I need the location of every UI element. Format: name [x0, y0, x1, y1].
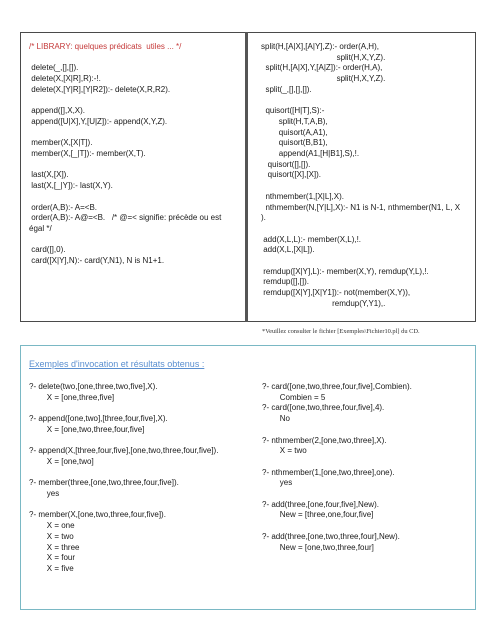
code-line: [29, 192, 221, 203]
example-line: ?- member(X,[one,two,three,four,five]).: [29, 510, 166, 520]
example-line: New = [one,two,three,four]: [262, 542, 374, 552]
code-line: quisort([H|T],S):-: [261, 106, 325, 116]
code-line: append([U|X],Y,[U|Z]):- append(X,Y,Z).: [29, 116, 168, 126]
code-line: order(A,B):- A@=<B. /* @=< signifie: précède ou est: [29, 213, 222, 223]
example-line: [262, 457, 412, 468]
example-line: No: [262, 414, 291, 424]
code-line: card([X|Y],N):- card(Y,N1), N is N1+1.: [29, 256, 165, 266]
example-line: ?- member(three,[one,two,three,four,five]).: [29, 478, 179, 488]
code-line: [29, 96, 221, 107]
code-line: split(H,[A|X],Y,[A|Z]):- order(H,A),: [261, 63, 383, 73]
example-line: [29, 436, 218, 447]
code-line: quisort([X],[X]).: [261, 170, 322, 180]
examples-right-code: [262, 382, 412, 553]
library-title: /* LIBRARY: quelques prédicats utiles ... */: [29, 42, 182, 51]
code-line: [261, 96, 460, 107]
code-line: [29, 235, 221, 246]
code-line: split(_,[],[],[]).: [261, 84, 312, 94]
example-line: [29, 500, 218, 511]
code-line: member(X,[X|T]).: [29, 138, 93, 148]
example-line: [29, 403, 218, 414]
example-line: ?- add(three,[one,two,three,four],New).: [262, 531, 400, 541]
code-line: add(X,L,[X|L]).: [261, 245, 315, 255]
code-line: nthmember(N,[Y|L],X):- N1 is N-1, nthmember(N1, L, X: [261, 202, 461, 212]
example-line: Combien = 5: [262, 392, 326, 402]
example-line: [262, 489, 412, 500]
code-line: delete(X,[X|R],R):-!.: [29, 74, 101, 84]
code-line: append([],X,X).: [29, 106, 86, 116]
code-line: last(X,[X]).: [29, 170, 69, 180]
code-line: last(X,[_|Y]):- last(X,Y).: [29, 181, 113, 191]
code-line: quisort([],[]).: [261, 159, 311, 169]
code-line: order(A,B):- A=<B.: [29, 202, 98, 212]
code-line: quisort(A,A1),: [261, 127, 328, 137]
example-line: ?- card([one,two,three,four,five],Combien).: [262, 382, 412, 391]
code-line: nthmember(1,[X|L],X).: [261, 191, 344, 201]
examples-title: Exemples d'invocation et résultats obtenus :: [29, 359, 205, 369]
code-line: égal */: [29, 223, 52, 233]
code-line: delete(X,[Y|R],[Y|R2]):- delete(X,R,R2).: [29, 84, 171, 94]
panel-divider: [245, 32, 248, 322]
code-line: member(X,[_|T]):- member(X,T).: [29, 149, 146, 159]
library-right-code: [261, 42, 460, 310]
code-line: split(H,T,A,B),: [261, 116, 328, 126]
example-line: ?- append([one,two],[three,four,five],X).: [29, 414, 168, 424]
code-line: remdup([],[]).: [261, 277, 310, 287]
example-line: X = [one,three,five]: [29, 392, 115, 402]
code-line: remdup([X|Y],L):- member(X,Y), remdup(Y,L),!.: [261, 266, 429, 276]
example-line: yes: [262, 478, 293, 488]
example-line: X = four: [29, 553, 76, 563]
example-line: X = two: [29, 531, 74, 541]
example-line: [29, 468, 218, 479]
example-line: New = [three,one,four,five]: [262, 510, 374, 520]
code-line: delete(_,[],[]).: [29, 63, 79, 73]
library-left-code: [29, 42, 221, 267]
example-line: ?- card([one,two,three,four,five],4).: [262, 403, 385, 413]
code-line: add(X,L,L):- member(X,L),!.: [261, 234, 362, 244]
example-line: X = [one,two]: [29, 456, 94, 466]
code-line: ).: [261, 213, 266, 223]
footnote: *Veuillez consulter le fichier [Exemples\Fichier10.pl] du CD.: [262, 328, 420, 335]
code-line: split(H,X,Y,Z).: [261, 52, 386, 62]
example-line: ?- nthmember(1,[one,two,three],one).: [262, 467, 395, 477]
code-line: [261, 256, 460, 267]
example-line: X = five: [29, 563, 74, 573]
example-line: X = one: [29, 521, 75, 531]
example-line: ?- append(X,[three,four,five],[one,two,three,four,five]).: [29, 446, 219, 456]
example-line: ?- nthmember(2,[one,two,three],X).: [262, 435, 387, 445]
example-line: X = three: [29, 542, 80, 552]
example-line: ?- delete(two,[one,three,two,five],X).: [29, 382, 158, 391]
code-line: [261, 181, 460, 192]
code-line: append(A1,[H|B1],S),!.: [261, 149, 360, 159]
code-line: [29, 53, 221, 64]
code-line: [29, 128, 221, 139]
code-line: split(H,X,Y,Z).: [261, 74, 386, 84]
code-line: [29, 160, 221, 171]
code-line: quisort(B,B1),: [261, 138, 328, 148]
example-line: ?- add(three,[one,four,five],New).: [262, 499, 379, 509]
code-line: remdup([X|Y],[X|Y1]):- not(member(X,Y)),: [261, 288, 411, 298]
example-line: X = two: [262, 446, 307, 456]
code-line: split(H,[A|X],[A|Y],Z):- order(A,H),: [261, 42, 379, 51]
examples-left-code: [29, 382, 218, 575]
example-line: [262, 521, 412, 532]
code-line: [261, 224, 460, 235]
code-line: card([],0).: [29, 245, 66, 255]
example-line: X = [one,two,three,four,five]: [29, 424, 145, 434]
code-line: remdup(Y,Y1),.: [261, 298, 386, 308]
example-line: yes: [29, 489, 60, 499]
example-line: [262, 425, 412, 436]
